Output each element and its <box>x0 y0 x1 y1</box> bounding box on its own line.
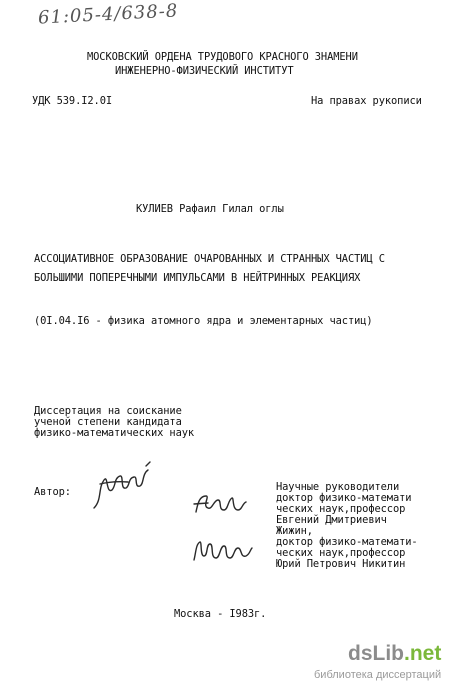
dslib-watermark <box>314 642 444 684</box>
dissertation-line-2: ученой степени кандидата <box>34 416 182 428</box>
title-line-1: АССОЦИАТИВНОЕ ОБРАЗОВАНИЕ ОЧАРОВАННЫХ И СТРАННЫХ ЧАСТИЦ С <box>34 253 385 265</box>
supervisors-line-3: ческих наук,профессор <box>276 503 406 515</box>
dissertation-line-3: физико-математических наук <box>34 427 195 439</box>
dissertation-line-1: Диссертация на соискание <box>34 405 182 417</box>
udc-code: УДК 539.I2.0I <box>32 95 113 107</box>
dslib-logo <box>348 642 441 666</box>
author-label: Автор: <box>34 486 71 498</box>
title-line-2: БОЛЬШИМИ ПОПЕРЕЧНЫМИ ИМПУЛЬСАМИ В НЕЙТРИННЫХ РЕАКЦИЯХ <box>34 272 361 284</box>
manuscript-rights: На правах рукописи <box>311 95 422 107</box>
institution-line-2: ИНЖЕНЕРНО-ФИЗИЧЕСКИЙ ИНСТИТУТ <box>115 65 294 77</box>
supervisors-line-2: доктор физико-математи <box>276 492 412 504</box>
dslib-logo-main: dsLib <box>348 642 404 665</box>
author-name: КУЛИЕВ Рафаил Гилал оглы <box>136 203 284 215</box>
city-year: Москва - I983г. <box>174 608 267 620</box>
specialty-code: (0I.04.I6 - физика атомного ядра и элементарных частиц) <box>34 315 373 327</box>
supervisors-line-1: Научные руководители <box>276 481 400 493</box>
handwritten-archive-note: 61:05-4/638-8 <box>37 0 179 29</box>
supervisors-line-6: доктор физико-математи- <box>276 536 418 548</box>
supervisor-signature-2 <box>190 536 256 564</box>
supervisors-line-4: Евгений Дмитриевич <box>276 514 387 526</box>
supervisors-line-5: Жижин, <box>276 525 313 537</box>
supervisors-line-7: ческих наук,профессор <box>276 547 406 559</box>
author-signature <box>88 460 158 514</box>
dslib-logo-accent: .net <box>404 642 442 665</box>
dslib-subtitle: библиотека диссертаций <box>314 669 442 681</box>
supervisors-line-8: Юрий Петрович Никитин <box>276 558 406 570</box>
supervisor-signature-1 <box>192 488 250 518</box>
institution-line-1: МОСКОВСКИЙ ОРДЕНА ТРУДОВОГО КРАСНОГО ЗНАМЕНИ <box>87 51 358 63</box>
